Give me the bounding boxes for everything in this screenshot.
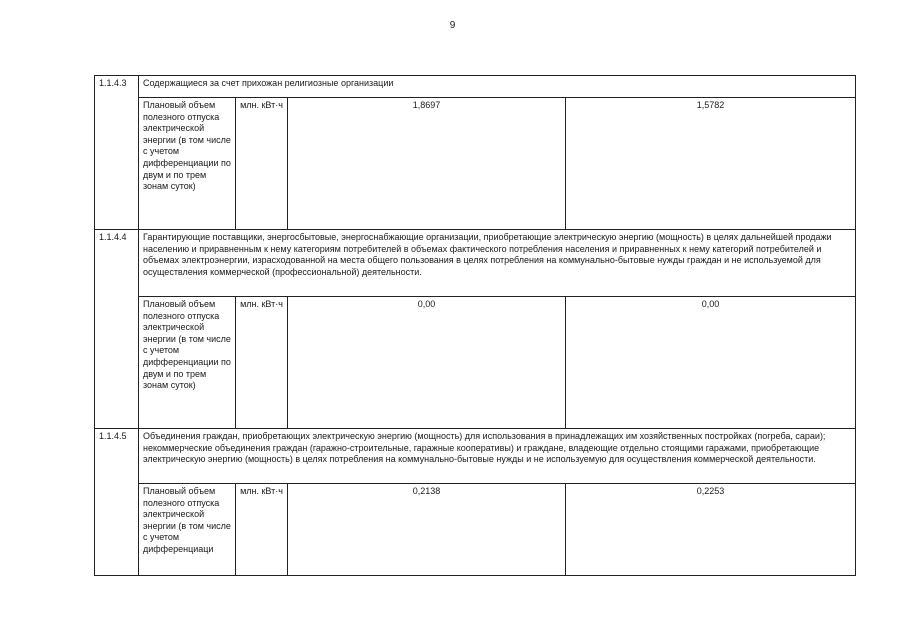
item-label: [139, 484, 236, 576]
tariff-table: [94, 75, 856, 576]
item-label: Плановый объем полезного отпуска электрической энергии (в том числе с учетом дифференциации по двум и по трем зонам суток): [139, 297, 236, 429]
row-title: Содержащиеся за счет прихожан религиозные организации: [139, 76, 856, 98]
table-row: [95, 429, 856, 484]
table-row: [95, 98, 856, 230]
item-unit: млн. кВт·ч: [236, 297, 288, 429]
item-value-1: 1,8697: [288, 98, 566, 230]
row-code: 1.1.4.4: [95, 230, 139, 429]
table-row: [95, 484, 856, 576]
item-value-2: 0,00: [566, 297, 856, 429]
item-label: Плановый объем полезного отпуска электрической энергии (в том числе с учетом дифференциации по двум и по трем зонам суток): [139, 98, 236, 230]
table-row: [95, 297, 856, 429]
item-label-text: Плановый объем полезного отпуска электрической энергии (в том числе с учетом дифференциаци: [143, 486, 231, 554]
page-number: 9: [449, 20, 456, 31]
row-title: Гарантирующие поставщики, энергосбытовые, энергоснабжающие организации, приобретающие электрическую энергию (мощность) в целях дальнейшей продажи населению и приравненным к нему категориям потребителей в объемах фактического потребления населения и приравненных к нему категорий потребителей и объемах электроэнергии, израсходованной на места общего пользования в целях потребления на коммунально-бытовые нужды граждан и не используемой для осуществления коммерческой (профессиональной) деятельности.: [139, 230, 856, 297]
table-row: [95, 230, 856, 297]
item-unit: млн. кВт·ч: [236, 98, 288, 230]
row-code: 1.1.4.3: [95, 76, 139, 230]
item-value-2: 0,2253: [566, 484, 856, 576]
item-value-1: 0,00: [288, 297, 566, 429]
item-value-2: 1,5782: [566, 98, 856, 230]
row-code: 1.1.4.5: [95, 429, 139, 576]
row-title: Объединения граждан, приобретающих электрическую энергию (мощность) для использования в принадлежащих им хозяйственных постройках (погреба, сараи); некоммерческие объединения граждан (гаражно-строительные, гаражные кооперативы) и граждане, владеющие отдельно стоящими гаражами, приобретающие электрическую энергию (мощность) в целях потребления на коммунально-бытовые нужды и не используемую для осуществления коммерческой деятельности.: [139, 429, 856, 484]
item-unit: млн. кВт·ч: [236, 484, 288, 576]
item-value-1: 0,2138: [288, 484, 566, 576]
table-row: [95, 76, 856, 98]
